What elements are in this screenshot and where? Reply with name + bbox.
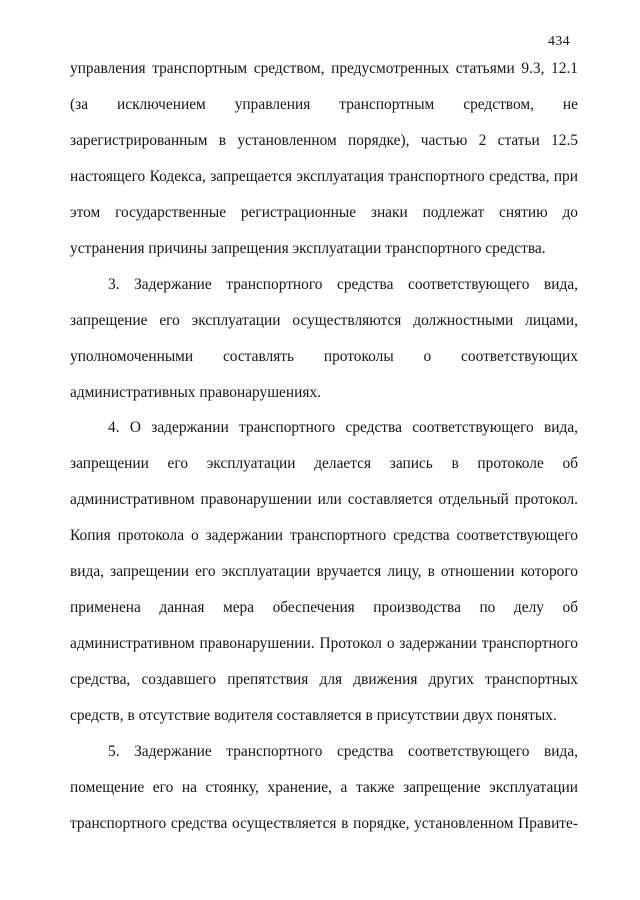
text-line: применена данная мера обеспечения производства по делу об <box>70 599 578 616</box>
paragraph-3-first-line: 3. Задержание транспортного средства соответствующего вида, <box>108 276 578 293</box>
text-line: транспортного средства осуществляется в порядке, установленном Правите- <box>70 815 578 832</box>
text-line: помещение его на стоянку, хранение, а также запрещение эксплуатации <box>70 779 578 796</box>
text-line: средства, создавшего препятствия для движения других транспортных <box>70 671 578 688</box>
text-line: устранения причины запрещения эксплуатации транспортного средства. <box>70 240 546 257</box>
text-line: этом государственные регистрационные знаки подлежат снятию до <box>70 204 578 221</box>
text-line: уполномоченными составлять протоколы о соответствующих <box>70 348 578 365</box>
text-line: запрещении его эксплуатации делается запись в протоколе об <box>70 455 578 472</box>
paragraph-5-first-line: 5. Задержание транспортного средства соответствующего вида, <box>108 743 578 760</box>
text-line: зарегистрированным в установленном порядке), частью 2 статьи 12.5 <box>70 132 578 149</box>
page-number: 434 <box>548 34 570 49</box>
text-line: вида, запрещении его эксплуатации вручается лицу, в отношении которого <box>70 563 578 580</box>
text-line: запрещение его эксплуатации осуществляются должностными лицами, <box>70 312 578 329</box>
text-line: (за исключением управления транспортным средством, не <box>70 96 578 113</box>
text-line: средств, в отсутствие водителя составляется в присутствии двух понятых. <box>70 707 557 724</box>
text-line: Копия протокола о задержании транспортного средства соответствующего <box>70 527 578 544</box>
text-line: административных правонарушениях. <box>70 384 321 401</box>
text-line: настоящего Кодекса, запрещается эксплуатация транспортного средства, при <box>70 168 578 185</box>
text-line: административном правонарушении. Протокол о задержании транспортного <box>70 635 578 652</box>
text-line: административном правонарушении или составляется отдельный протокол. <box>70 491 578 508</box>
paragraph-4-first-line: 4. О задержании транспортного средства соответствующего вида, <box>108 419 578 436</box>
text-line: управления транспортным средством, предусмотренных статьями 9.3, 12.1 <box>70 60 578 77</box>
